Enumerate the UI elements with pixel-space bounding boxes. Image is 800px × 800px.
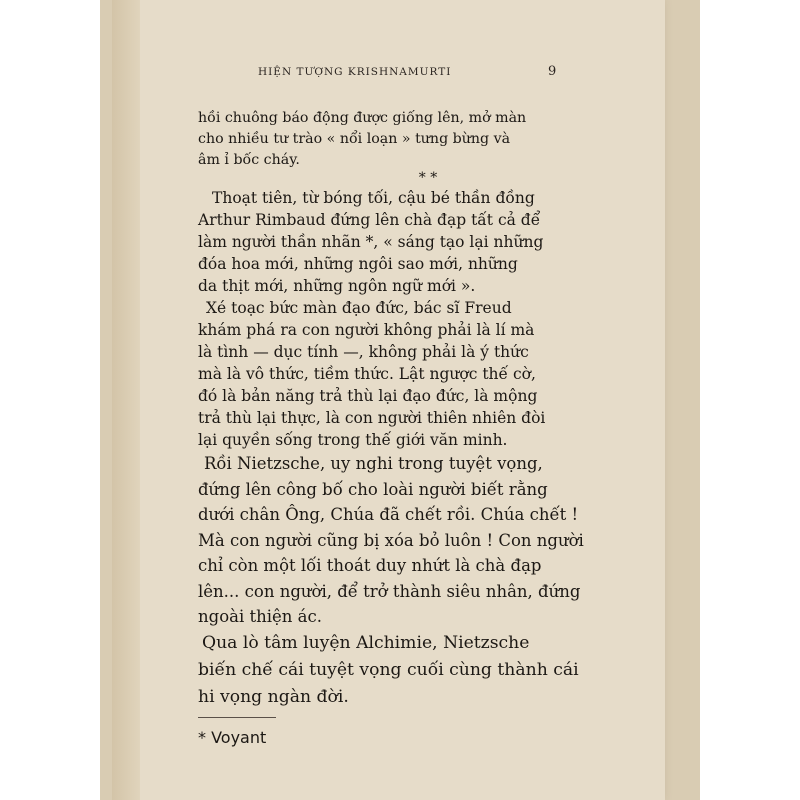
text-line: là tình — dục tính —, không phải là ý thức [198, 343, 529, 361]
text-line: dưới chân Ông, Chúa đã chết rồi. Chúa chết ! [198, 505, 579, 524]
text-line: đứng lên công bố cho loài người biết rằng [198, 479, 548, 499]
text-line: đó là bản năng trả thù lại đạo đức, là mộng [198, 387, 538, 405]
text-line: cho nhiều tư trào « nổi loạn » tưng bừng và [198, 131, 511, 147]
text-line: Xé toạc bức màn đạo đức, bác sĩ Freud [206, 299, 512, 317]
text-line: da thịt mới, những ngôn ngữ mới ». [198, 277, 476, 295]
text-line: trả thù lại thực, là con người thiên nhiên đòi [198, 409, 546, 427]
text-line: Arthur Rimbaud đứng lên chà đạp tất cả để [198, 211, 541, 229]
text-line: biến chế cái tuyệt vọng cuối cùng thành cái [198, 659, 579, 680]
text-line: đóa hoa mới, những ngôi sao mới, những [198, 255, 518, 273]
text-line: lên... con người, để trở thành siêu nhân, đứng [198, 581, 581, 601]
book-page [140, 0, 665, 800]
footnote-rule [198, 717, 276, 718]
text-line: khám phá ra con người không phải là lí mà [198, 321, 535, 339]
text-line: mà là vô thức, tiềm thức. Lật ngược thế cờ, [198, 365, 536, 383]
text-line: lại quyền sống trong thế giới văn minh. [198, 431, 508, 449]
text-line: Thoạt tiên, từ bóng tối, cậu bé thần đồng [212, 189, 535, 207]
page-number: 9 [548, 64, 557, 79]
text-line: chỉ còn một lối thoát duy nhứt là chà đạp [198, 556, 542, 575]
text-line: Qua lò tâm luyện Alchimie, Nietzsche [202, 632, 530, 653]
text-line: Rồi Nietzsche, uy nghi trong tuyệt vọng, [204, 454, 543, 473]
footnote: * Voyant [198, 727, 267, 747]
body-text [198, 108, 638, 748]
running-header: HIỆN TƯỢNG KRISHNAMURTI [258, 66, 452, 78]
text-line: làm người thần nhãn *, « sáng tạo lại những [198, 233, 544, 251]
section-separator: * * [418, 170, 438, 186]
text-line: âm ỉ bốc cháy. [198, 152, 300, 168]
text-line: Mà con người cũng bị xóa bỏ luôn ! Con người [198, 530, 584, 550]
text-line: ngoài thiện ác. [198, 607, 322, 626]
text-line: hi vọng ngàn đời. [198, 686, 349, 707]
text-line: hồi chuông báo động được giống lên, mở màn [198, 110, 527, 126]
